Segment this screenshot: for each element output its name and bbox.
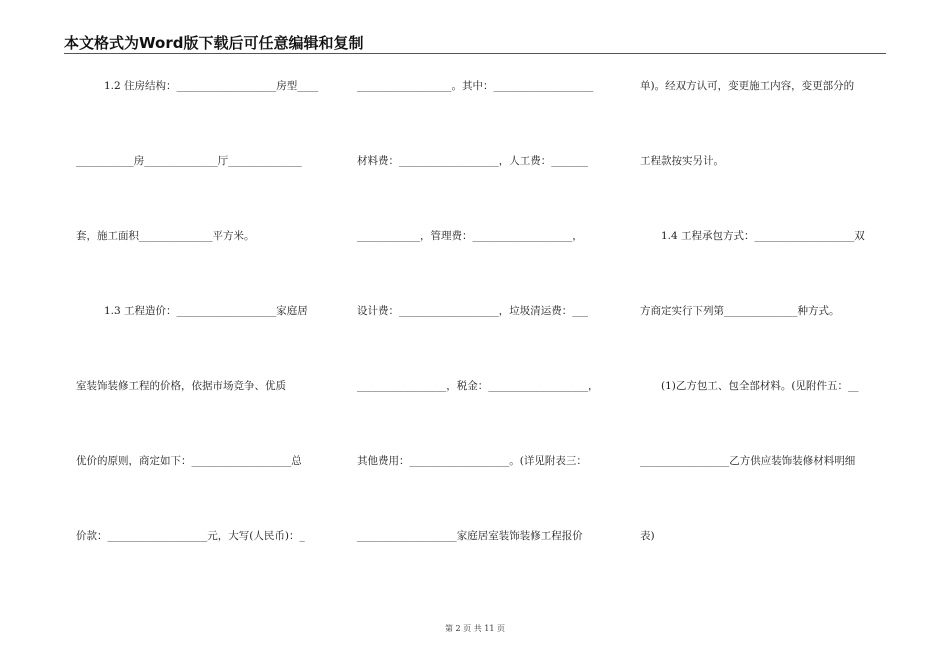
column-2-line-3: ____________，管理费：___________________，: [357, 230, 583, 242]
column-2-line-6: 其他费用：___________________。(详见附表三：: [357, 455, 587, 467]
column-3-line-2: 工程款按实另计。: [640, 155, 724, 167]
column-2-line-4: 设计费：___________________，垃圾清运费：___: [357, 305, 588, 317]
column-3-line-3: 1.4 工程承包方式：___________________双: [661, 230, 865, 242]
column-1-line-4: 1.3 工程造价：___________________家庭居: [104, 305, 308, 317]
column-1-line-1: 1.2 住房结构：___________________房型____: [104, 80, 319, 92]
document-header-title: 本文格式为Word版下载后可任意编辑和复制: [64, 34, 364, 52]
column-3-line-6: _________________乙方供应装饰装修材料明细: [640, 455, 856, 467]
column-1-line-3: 套，施工面积______________平方米。: [76, 230, 255, 242]
column-3-line-7: 表): [640, 530, 655, 542]
column-1-line-6: 优价的原则，商定如下：___________________总: [76, 455, 302, 467]
column-3-line-1: 单)。经双方认可，变更施工内容，变更部分的: [640, 80, 855, 92]
column-3-line-5: (1)乙方包工、包全部材料。(见附件五：__: [661, 380, 859, 392]
column-1-line-7: 价款：___________________元，大写(人民币)：_: [76, 530, 305, 542]
column-3-line-4: 方商定实行下列第______________种方式。: [640, 305, 840, 317]
column-1-line-2: ___________房______________厅______________: [76, 155, 302, 167]
column-1-line-5: 室装饰装修工程的价格，依据市场竞争、优质: [76, 380, 286, 392]
column-2-line-5: _________________，税金：___________________，: [357, 380, 599, 392]
column-2-line-1: __________________。其中：___________________: [357, 80, 594, 92]
page-number-footer: 第 2 页 共 11 页: [445, 624, 505, 633]
header-divider: [64, 53, 886, 54]
column-2-line-2: 材料费：___________________，人工费：_______: [357, 155, 588, 167]
column-2-line-7: ___________________家庭居室装饰装修工程报价: [357, 530, 583, 542]
